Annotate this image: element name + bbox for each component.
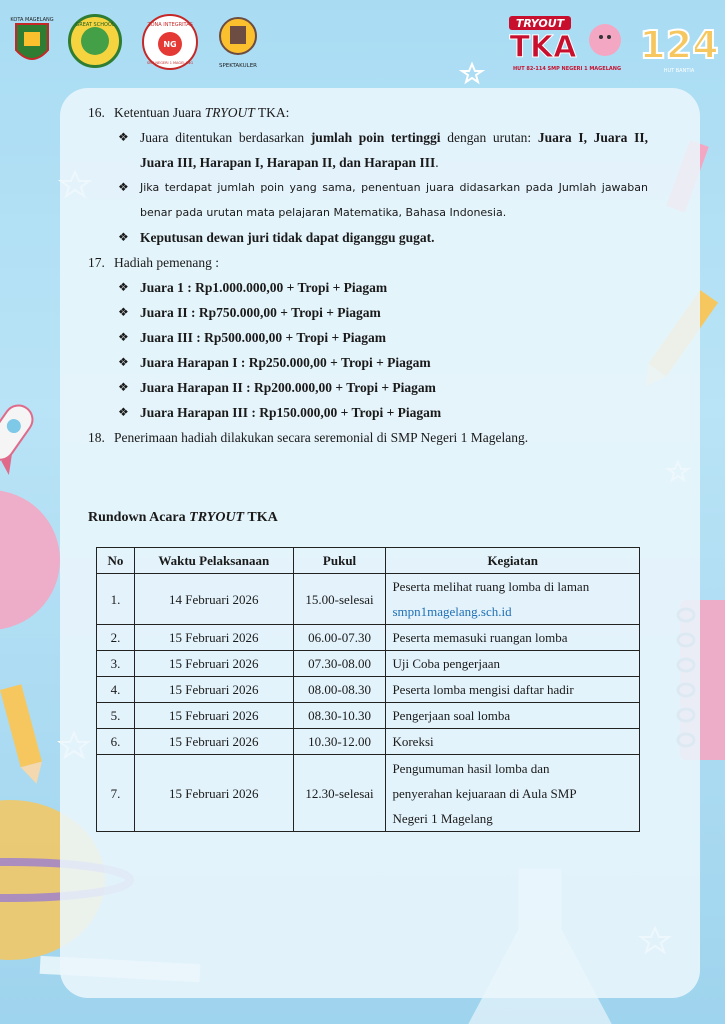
column-header: Waktu Pelaksanaan (134, 548, 293, 574)
rule-title: Hadiah pemenang : (114, 255, 219, 270)
anniversary-124-logo (639, 10, 719, 76)
website-link[interactable]: smpn1magelang.sch.id (392, 604, 512, 619)
prize-item: ❖ Juara Harapan II : Rp200.000,00 + Tropi + Piagam (88, 375, 648, 400)
zona-badge-text: NG (163, 40, 177, 49)
bullet-item: ❖ Keputusan dewan juri tidak dapat diganggu gugat. (88, 225, 648, 250)
prize-item: ❖ Juara Harapan III : Rp150.000,00 + Tropi + Piagam (88, 400, 648, 425)
rule-item-16 (88, 100, 648, 125)
diamond-bullet-icon: ❖ (118, 180, 129, 194)
column-header: No (97, 548, 135, 574)
rule-number: 16. (88, 105, 105, 120)
prize-item: ❖ Juara II : Rp750.000,00 + Tropi + Piagam (88, 300, 648, 325)
rule-title: Ketentuan Juara TRYOUT TKA: (114, 105, 290, 120)
bullet-item: ❖ Juara ditentukan berdasarkan jumlah poin tertinggi dengan urutan: Juara I, Juara II, Juara III, Harapan I, Harapan II, dan Harapan III. (88, 125, 648, 175)
tryout-sub-text: HUT 82-114 SMP NEGERI 1 MAGELANG (512, 66, 622, 72)
rule-number: 18. (88, 430, 105, 445)
rundown-title: Rundown Acara TRYOUT TKA (88, 510, 278, 525)
table-row: 4. 15 Februari 2026 08.00-08.30 Peserta lomba mengisi daftar hadir (97, 677, 640, 703)
rules-content (88, 100, 648, 450)
diamond-bullet-icon: ❖ (118, 405, 129, 419)
anniversary-sub: HUT BANTIA (663, 68, 695, 74)
header (0, 0, 725, 90)
spektakuler-logo (216, 12, 260, 72)
diamond-bullet-icon: ❖ (118, 330, 129, 344)
table-row: 2. 15 Februari 2026 06.00-07.30 Peserta memasuki ruangan lomba (97, 625, 640, 651)
diamond-bullet-icon: ❖ (118, 380, 129, 394)
zona-sub-text: SMP NEGERI 1 MAGELANG (146, 61, 194, 65)
table-row: 7. 15 Februari 2026 12.30-selesai Pengumuman hasil lomba dan penyerahan kejuaraan di Aula SMP Negeri 1 Magelang (97, 755, 640, 832)
table-row: 1. 14 Februari 2026 15.00-selesai Peserta melihat ruang lomba di laman smpn1magelang.sch.id (97, 574, 640, 625)
rule-item-17 (88, 250, 648, 275)
diamond-bullet-icon: ❖ (118, 130, 129, 144)
table-header-row (97, 548, 640, 574)
bullet-item: ❖ Jika terdapat jumlah poin yang sama, penentuan juara didasarkan pada Jumlah jawaban benar pada urutan mata pelajaran Matematika, Bahasa Indonesia. (88, 175, 648, 225)
table-row: 5. 15 Februari 2026 08.30-10.30 Pengerjaan soal lomba (97, 703, 640, 729)
tka-logo-text: TKA (509, 30, 577, 65)
great-school-logo (68, 14, 122, 68)
column-header: Pukul (293, 548, 386, 574)
diamond-bullet-icon: ❖ (118, 355, 129, 369)
great-school-text: GREAT SCHOOL (75, 22, 115, 28)
diamond-bullet-icon: ❖ (118, 305, 129, 319)
spektakuler-text: SPEKTAKULER (218, 63, 258, 69)
column-header: Kegiatan (386, 548, 640, 574)
rule-item-18 (88, 425, 648, 450)
prize-item: ❖ Juara III : Rp500.000,00 + Tropi + Piagam (88, 325, 648, 350)
table-row: 3. 15 Februari 2026 07.30-08.00 Uji Coba pengerjaan (97, 651, 640, 677)
table-row: 6. 15 Februari 2026 10.30-12.00 Koreksi (97, 729, 640, 755)
zona-integritas-text: ZONA INTEGRITAS (147, 22, 193, 28)
diamond-bullet-icon: ❖ (118, 280, 129, 294)
rundown-table (96, 547, 640, 832)
kota-magelang-crest-logo (12, 14, 52, 70)
prize-item: ❖ Juara 1 : Rp1.000.000,00 + Tropi + Piagam (88, 275, 648, 300)
rule-number: 17. (88, 255, 105, 270)
prize-item: ❖ Juara Harapan I : Rp250.000,00 + Tropi + Piagam (88, 350, 648, 375)
tryout-tka-logo (505, 12, 635, 74)
diamond-bullet-icon: ❖ (118, 230, 129, 244)
zona-integritas-logo (142, 14, 198, 70)
anniversary-number: 124 (639, 23, 719, 67)
kota-logo-text: KOTA MAGELANG (10, 17, 54, 23)
rule-title: Penerimaan hadiah dilakukan secara seremonial di SMP Negeri 1 Magelang. (114, 430, 529, 445)
tryout-logo-text: TRYOUT (515, 17, 565, 30)
